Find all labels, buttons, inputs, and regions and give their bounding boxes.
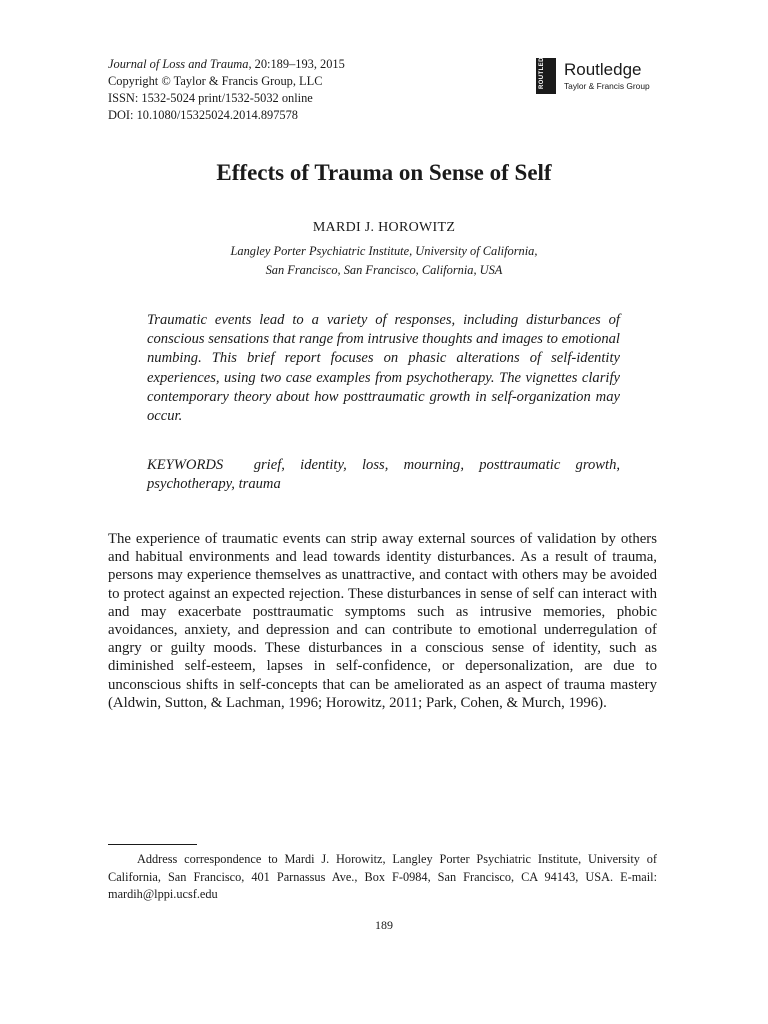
- keywords: [147, 456, 620, 494]
- abstract: Traumatic events lead to a variety of responses, including disturbances of conscious sensations that range from intrusive thoughts and images to emotional numbing. This brief report focuses on phasic alterations of self-identity experiences, using two case examples from psychotherapy. The vignettes clarify contemporary theory about how posttraumatic growth in self-organization may occur.: [147, 312, 620, 425]
- footnote-divider: [108, 844, 197, 845]
- publisher-name: Routledge: [564, 60, 642, 79]
- article-title: Effects of Trauma on Sense of Self: [216, 160, 552, 185]
- correspondence-footnote: Address correspondence to Mardi J. Horowitz, Langley Porter Psychiatric Institute, University of California, San Francisco, 401 Parnassus Ave., Box F-0984, San Francisco, CA 94143, USA. E-mail: mardih@lppi.ucsf.edu: [108, 852, 657, 902]
- routledge-logo: [536, 47, 666, 98]
- copyright-line: Copyright © Taylor & Francis Group, LLC: [108, 74, 323, 88]
- affiliation-line-1: Langley Porter Psychiatric Institute, University of California,: [230, 244, 538, 258]
- author-name: MARDI J. HOROWITZ: [312, 220, 456, 235]
- routledge-logo-mark-text: ROUTLEDGE: [539, 47, 545, 89]
- journal-volume-pages: , 20:189–193, 2015: [248, 57, 345, 71]
- routledge-logo-mark: [536, 47, 556, 94]
- page-number: 189: [375, 918, 393, 932]
- publisher-subtitle: Taylor & Francis Group: [564, 81, 650, 91]
- issn-line: ISSN: 1532-5024 print/1532-5032 online: [108, 91, 313, 105]
- affiliation-line-2: San Francisco, San Francisco, California, USA: [265, 263, 503, 277]
- journal-header: [108, 56, 345, 124]
- body-paragraph: The experience of traumatic events can strip away external sources of validation by others and habitual environments and lead towards identity disturbances. As a result of trauma, persons may experience themselves as unattractive, and contact with others may be avoided to protect against an expected rejection. These disturbances in sense of self can interact with and may exacerbate posttraumatic symptoms such as intrusive memories, phobic avoidances, anxiety, and depression and can contribute to emotional underregulation of angry or guilty moods. These disturbances in a conscious sense of identity, such as diminished self-esteem, lapses in self-confidence, or depersonalization, are due to unconscious shifts in self-concepts that can be ameliorated as an aspect of trauma mastery (Aldwin, Sutton, & Lachman, 1996; Horowitz, 2011; Park, Cohen, & Murch, 1996).: [108, 531, 657, 711]
- journal-citation-line: [108, 56, 345, 73]
- doi-line: DOI: 10.1080/15325024.2014.897578: [108, 108, 298, 122]
- keywords-label: KEYWORDS: [147, 457, 224, 473]
- journal-title: Journal of Loss and Trauma: [108, 57, 249, 71]
- keywords-list: grief, identity, loss, mourning, posttraumatic growth, psychotherapy, trauma: [147, 457, 621, 493]
- author-affiliation: [0, 242, 768, 280]
